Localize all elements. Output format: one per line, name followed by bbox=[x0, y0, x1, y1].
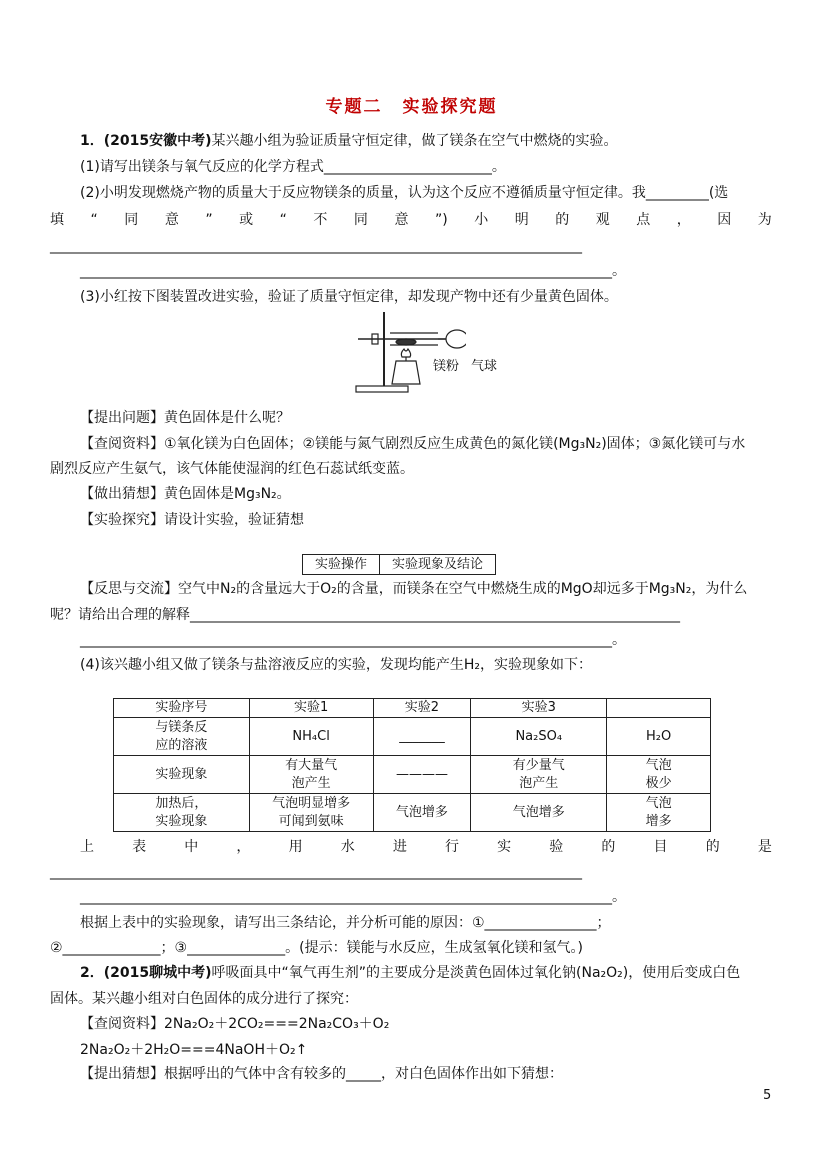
q1-part2-char: 观 bbox=[595, 212, 610, 228]
q1-part2-line2 bbox=[50, 210, 772, 230]
q1-part2-char: 或 bbox=[239, 212, 254, 228]
q1-water-char: 进 bbox=[392, 839, 407, 855]
q1-water-blank1: ____________________________________________________________________________ bbox=[50, 864, 582, 880]
table1-header-operation: 实验操作 bbox=[303, 555, 380, 575]
q1-water-char: 用 bbox=[288, 839, 303, 855]
q1-reflect-line3: ____________________________________________________________________________。 bbox=[80, 632, 626, 648]
table2-cell: 有少量气 泡产生 bbox=[471, 756, 607, 794]
q1-part2-char: 为 bbox=[757, 212, 772, 228]
balloon-shape bbox=[446, 330, 466, 348]
q1-water-char: ， bbox=[236, 839, 251, 855]
salt-solution-table bbox=[113, 698, 711, 832]
q1-part2-blank2: ____________________________________________________________________________。 bbox=[80, 263, 626, 279]
label-balloon: 气球 bbox=[471, 359, 498, 374]
q2-number: 2． bbox=[80, 965, 104, 981]
q1-water-char: 实 bbox=[497, 839, 512, 855]
title-part1: 专题二 bbox=[325, 97, 383, 117]
table2-cell: Na₂SO₄ bbox=[471, 718, 607, 756]
q1-part2-char: “ bbox=[279, 212, 287, 228]
q1-explore: 【实验探究】请设计实验，验证猜想 bbox=[80, 512, 304, 528]
table2-cell: H₂O bbox=[607, 718, 711, 756]
q1-reflect-line2: 呢？请给出合理的解释______________________________________________________________________ bbox=[50, 607, 680, 623]
label-magnesium-powder: 镁粉 bbox=[433, 359, 460, 374]
q1-number: 1． bbox=[80, 133, 104, 149]
q1-info-line2: 剧烈反应产生氨气，该气体能使湿润的红色石蕊试纸变蓝。 bbox=[50, 461, 414, 477]
q1-water-char: 的 bbox=[601, 839, 616, 855]
q2-hypothesis: 【提出猜想】根据呼出的气体中含有较多的_____，对白色固体作出如下猜想： bbox=[80, 1066, 563, 1082]
experiment-table bbox=[302, 554, 496, 575]
q1-part2-char: ”) bbox=[434, 212, 448, 228]
q1-water-char: 是 bbox=[757, 839, 772, 855]
title-part2: 实验探究题 bbox=[402, 97, 498, 117]
q1-water-blank2: ____________________________________________________________________________。 bbox=[80, 889, 626, 905]
table1-header-result: 实验现象及结论 bbox=[380, 555, 496, 575]
q2-info-line1: 【查阅资料】2Na₂O₂＋2CO₂===2Na₂CO₃＋O₂ bbox=[80, 1016, 390, 1032]
q1-water-char: 行 bbox=[444, 839, 459, 855]
q1-part2-line1: (2)小明发现燃烧产物的质量大于反应物镁条的质量，认为这个反应不遵循质量守恒定律。我_________(选 bbox=[80, 185, 729, 201]
q1-water-char: 目 bbox=[653, 839, 668, 855]
q1-source: (2015安徽中考) bbox=[103, 133, 212, 149]
q1-part2-char: 意 bbox=[164, 212, 179, 228]
q1-part2-char: ” bbox=[205, 212, 213, 228]
q2-stem: 呼吸面具中“氧气再生剂”的主要成分是淡黄色固体过氧化钠(Na₂O₂)，使用后变成白色 bbox=[211, 965, 741, 981]
page-title bbox=[0, 92, 823, 117]
table2-cell: NH₄Cl bbox=[249, 718, 373, 756]
table2-cell: 实验3 bbox=[471, 699, 607, 718]
table2-cell: 气泡增多 bbox=[471, 794, 607, 832]
table2-cell: 实验1 bbox=[249, 699, 373, 718]
q1-part2-char: 的 bbox=[555, 212, 570, 228]
table2-cell: 气泡明显增多 可闻到氨味 bbox=[249, 794, 373, 832]
table2-cell: 实验序号 bbox=[114, 699, 250, 718]
table2-cell: 实验2 bbox=[373, 699, 471, 718]
q1-stem-line bbox=[80, 131, 618, 151]
q1-part2-char: 明 bbox=[514, 212, 529, 228]
q1-part2-char: 因 bbox=[717, 212, 732, 228]
table2-cell: ———— bbox=[373, 756, 471, 794]
q1-part4: (4)该兴趣小组又做了镁条与盐溶液反应的实验，发现均能产生H₂，实验现象如下： bbox=[80, 657, 592, 673]
q1-water-char: 中 bbox=[184, 839, 199, 855]
q2-stem-line2: 固体。某兴趣小组对白色固体的成分进行了探究： bbox=[50, 991, 358, 1007]
table2-cell: 气泡增多 bbox=[373, 794, 471, 832]
q2-stem-line bbox=[80, 963, 740, 983]
page-number: 5 bbox=[763, 1088, 772, 1103]
table2-cell bbox=[607, 699, 711, 718]
table2-cell: _______ bbox=[373, 718, 471, 756]
apparatus-figure bbox=[354, 309, 466, 395]
table2-cell: 实验现象 bbox=[114, 756, 250, 794]
q1-part2-char: 同 bbox=[353, 212, 368, 228]
q1-part2-char: 同 bbox=[124, 212, 139, 228]
stand-base bbox=[356, 386, 408, 392]
q2-info-line2: 2Na₂O₂＋2H₂O===4NaOH＋O₂↑ bbox=[80, 1042, 308, 1058]
q1-water-char: 水 bbox=[340, 839, 355, 855]
table2-cell: 与镁条反 应的溶液 bbox=[114, 718, 250, 756]
q1-water-char: 验 bbox=[549, 839, 564, 855]
table2-cell: 加热后， 实验现象 bbox=[114, 794, 250, 832]
q1-water-char: 上 bbox=[80, 839, 94, 855]
q1-part2-char: 意 bbox=[394, 212, 409, 228]
table2-cell: 气泡 增多 bbox=[607, 794, 711, 832]
flame bbox=[401, 349, 410, 357]
q1-part2-char: ， bbox=[676, 212, 691, 228]
q1-part2-char: 点 bbox=[636, 212, 651, 228]
q1-reflect-line1: 【反思与交流】空气中N₂的含量远大于O₂的含量，而镁条在空气中燃烧生成的MgO却远多于Mg₃N₂，为什么 bbox=[80, 581, 748, 597]
q1-part2-char: 填 bbox=[50, 212, 64, 228]
alcohol-lamp bbox=[392, 361, 420, 384]
q1-part2-char: 小 bbox=[474, 212, 489, 228]
q1-part1: (1)请写出镁条与氧气反应的化学方程式________________________。 bbox=[80, 159, 506, 175]
q1-part2-blank1: ____________________________________________________________________________ bbox=[50, 238, 582, 254]
q1-info-line1: 【查阅资料】①氧化镁为白色固体；②镁能与氮气剧烈反应生成黄色的氮化镁(Mg₃N₂)固体；③氮化镁可与水 bbox=[80, 436, 746, 452]
table2-cell: 有大量气 泡产生 bbox=[249, 756, 373, 794]
q1-conclusion-line2: ②______________；③______________。(提示：镁能与水反应，生成氢氧化镁和氢气。) bbox=[50, 940, 584, 956]
q1-conclusion-line1: 根据上表中的实验现象，请写出三条结论，并分析可能的原因：①________________； bbox=[80, 915, 611, 931]
q1-part2-char: “ bbox=[90, 212, 98, 228]
q1-part2-char: 不 bbox=[313, 212, 328, 228]
q1-ask-question: 【提出问题】黄色固体是什么呢？ bbox=[80, 410, 290, 426]
q1-part3: (3)小红按下图装置改进实验，验证了质量守恒定律，却发现产物中还有少量黄色固体。 bbox=[80, 289, 618, 305]
q1-water-char: 表 bbox=[132, 839, 147, 855]
q1-water-line1 bbox=[80, 837, 772, 857]
q1-water-char: 的 bbox=[705, 839, 720, 855]
q1-hypothesis: 【做出猜想】黄色固体是Mg₃N₂。 bbox=[80, 486, 291, 502]
q2-source: (2015聊城中考) bbox=[103, 965, 212, 981]
table2-cell: 气泡 极少 bbox=[607, 756, 711, 794]
magnesium-powder bbox=[396, 339, 416, 345]
q1-stem: 某兴趣小组为验证质量守恒定律，做了镁条在空气中燃烧的实验。 bbox=[211, 133, 618, 149]
